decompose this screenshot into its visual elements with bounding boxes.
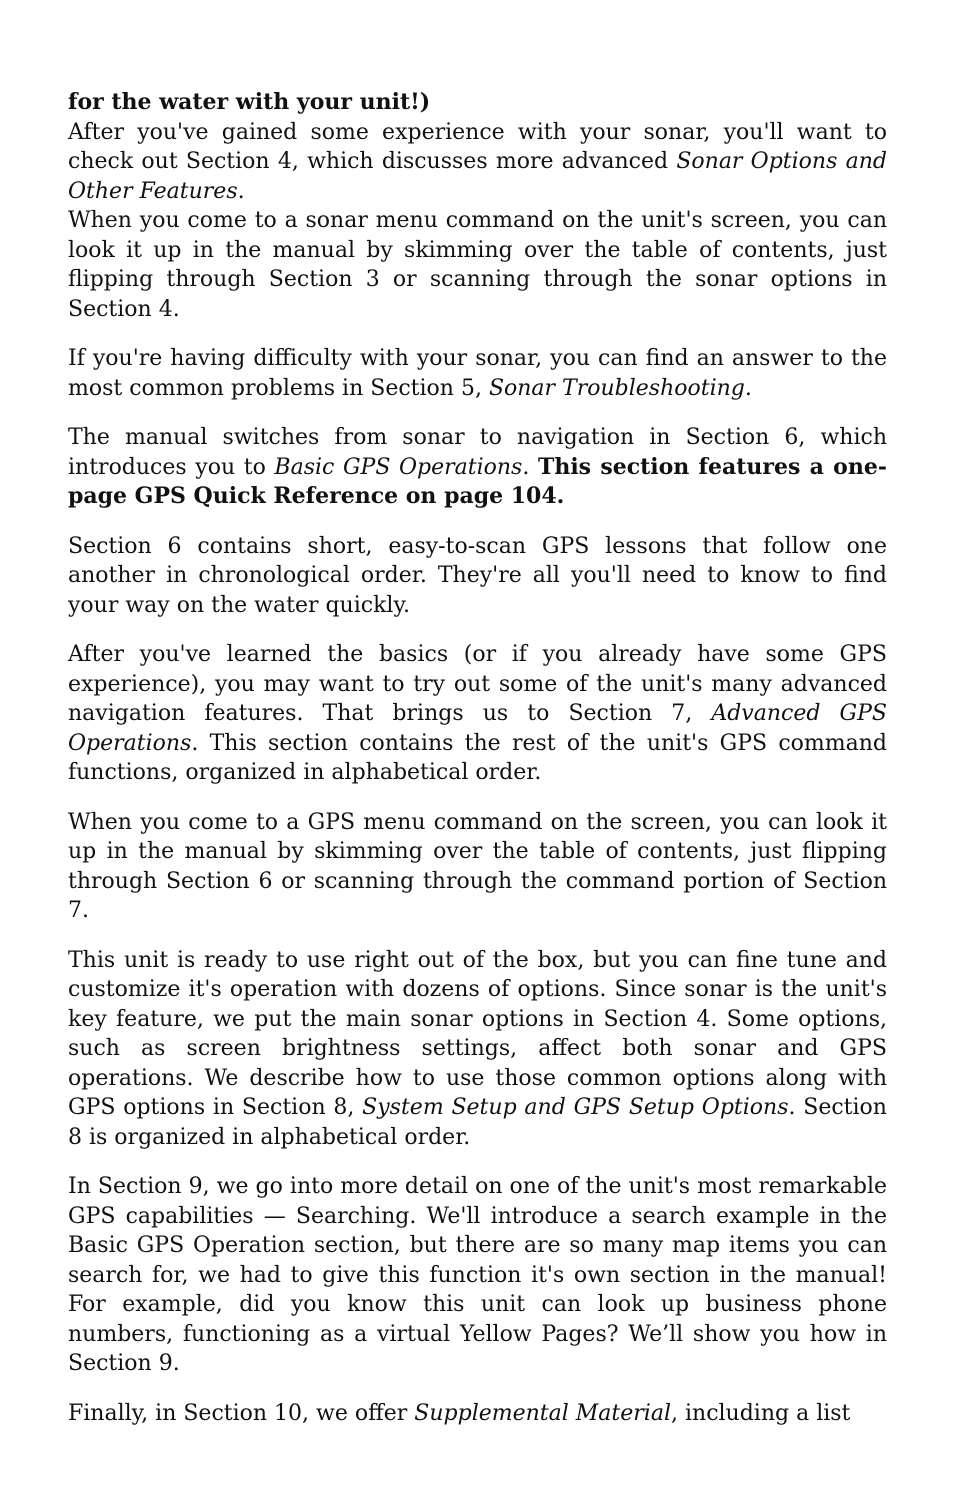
p10-italic: Supplemental Material: [414, 1400, 671, 1426]
paragraph-sonar-menu: When you come to a sonar menu command on the unit's screen, you can look it up in the manual by skimming over the table of contents, just flipping through Section 3 or scanning through the sonar options in Section 4.: [68, 208, 887, 322]
paragraph-gps-lessons: Section 6 contains short, easy-to-scan GPS lessons that follow one another in chronological order. They're all you'll need to know to find your way on the water quickly.: [68, 533, 887, 618]
p8-italic: System Setup and GPS Setup Options: [362, 1095, 789, 1120]
p1-text-b: .: [237, 178, 245, 204]
p6-text-b: . This section contains the rest of the unit's GPS command functions, organized in alphabetical order.: [68, 730, 887, 785]
paragraph-intro: [68, 88, 887, 206]
paragraph-navigation: [68, 423, 887, 512]
p3-text-a: If you're having difficulty with your sonar, you can find an answer to the most common problems in Section 5,: [68, 346, 887, 401]
paragraph-troubleshooting: [68, 344, 887, 403]
paragraph-searching: In Section 9, we go into more detail on one of the unit's most remarkable GPS capabilities — Searching. We'll introduce a search example in the Basic GPS Operation section, but there are so many map items you can search for, we had to give this function it's own section in the manual! For example, did you know this unit can look up business phone numbers, functioning as a virtual Yellow Pages? We’ll show you how in Section 9.: [68, 1174, 887, 1376]
p4-text-b: .: [522, 454, 538, 480]
p4-italic: Basic GPS Operations: [274, 454, 523, 480]
p10-text-a: Finally, in Section 10, we offer: [68, 1400, 415, 1426]
p3-text-b: .: [744, 375, 752, 401]
paragraph-advanced-gps: [68, 640, 887, 788]
lead-line: for the water with your unit!): [68, 89, 431, 115]
paragraph-gps-menu: When you come to a GPS menu command on the screen, you can look it up in the manual by skimming over the table of contents, just flipping through Section 6 or scanning through the command portion of Section 7.: [68, 809, 887, 923]
p3-italic: Sonar Troubleshooting: [488, 375, 745, 401]
p1-text-a: After you've gained some experience with your sonar, you'll want to check out Section 4, which discusses more advanced: [68, 119, 887, 174]
p8-text-a: This unit is ready to use right out of the box, but you can fine tune and customize it's operation with dozens of options. Since sonar is the unit's key feature, we put the main sonar options in Section 4. Some options, such as screen brightness settings, affect both sonar and GPS operations. We describe how to use those common options along with GPS options in Section 8,: [68, 947, 887, 1120]
paragraph-supplemental: [68, 1399, 887, 1429]
p10-text-b: , including a list: [671, 1400, 851, 1426]
p4-bold: This section features a one-page GPS Quick Reference on page 104.: [68, 453, 887, 509]
paragraph-options: [68, 946, 887, 1153]
document-page: [68, 88, 887, 1448]
p1-italic: Sonar Options and Other Features: [68, 149, 887, 204]
p6-text-a: After you've learned the basics (or if you already have some GPS experience), you may want to try out some of the unit's many advanced navigation features. That brings us to Section 7,: [68, 642, 887, 726]
p6-italic: Advanced GPS Operations: [68, 701, 887, 756]
p8-text-b: . Section 8 is organized in alphabetical order.: [68, 1095, 887, 1150]
p4-text-a: The manual switches from sonar to navigation in Section 6, which introduces you to: [68, 425, 887, 480]
